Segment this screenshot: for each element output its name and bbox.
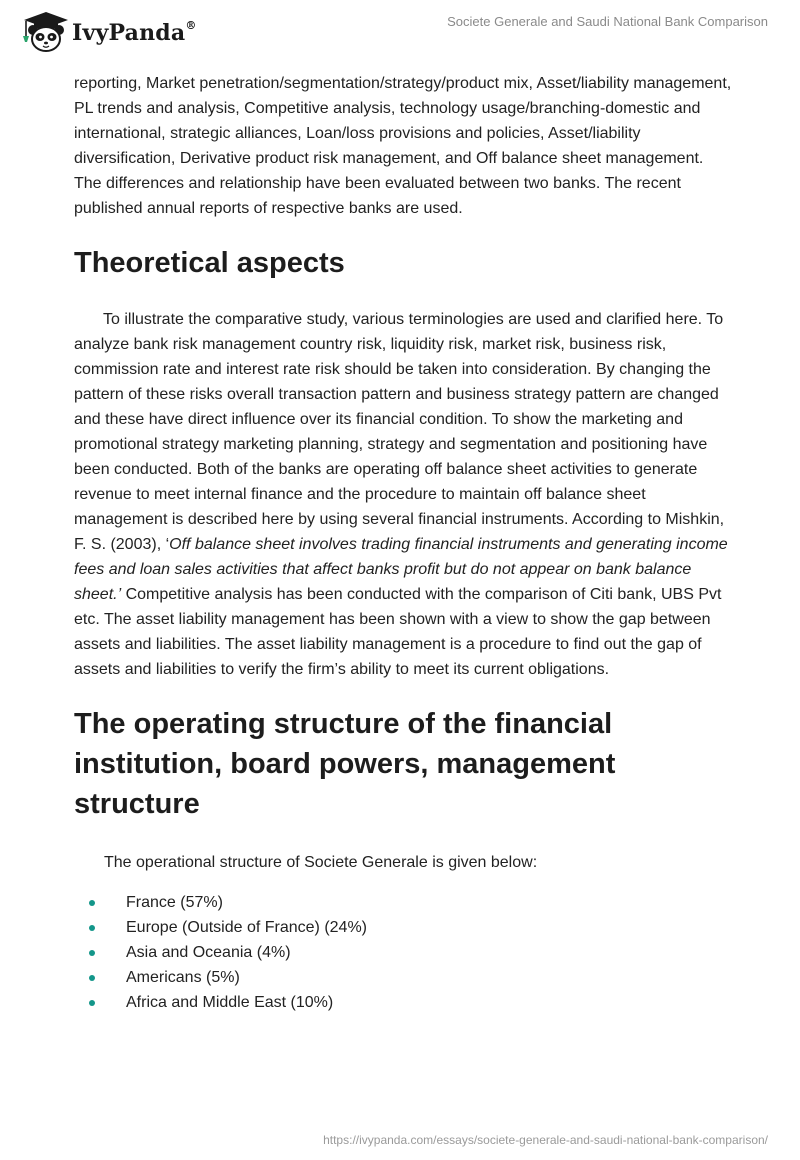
- regions-list: [74, 890, 734, 1015]
- list-item-label: Asia and Oceania (4%): [126, 944, 291, 961]
- section-heading-theoretical-aspects: Theoretical aspects: [74, 247, 345, 279]
- list-item-label: Africa and Middle East (10%): [126, 994, 334, 1011]
- bullet-icon: [89, 975, 95, 981]
- bullet-icon: [89, 1000, 95, 1006]
- list-item-label: Americans (5%): [126, 969, 240, 986]
- brand-logo[interactable]: [16, 8, 197, 54]
- intro-paragraph: reporting, Market penetration/segmentation/strategy/product mix, Asset/liability management, PL trends and analysis, Competitive analysis, technology usage/branching-domestic and international, strategic alliances, Loan/loss provisions and policies, Asset/liability diversification, Derivative product risk management, and Off balance sheet management. The differences and relationship have been evaluated between two banks. The recent published annual reports of respective banks are used.: [74, 75, 732, 217]
- paragraph-text-continued: Competitive analysis has been conducted with the comparison of Citi bank, UBS Pvt etc. The asset liability management has been shown with a view to show the gap between assets and liabilities. The asset liability management is a procedure to find out the gap of assets and liabilities to verify the firm’s ability to meet its current obligations.: [74, 586, 722, 678]
- section-heading-operating-structure: The operating structure of the financial institution, board powers, management structure: [74, 708, 616, 820]
- source-url-link[interactable]: https://ivypanda.com/essays/societe-generale-and-saudi-national-bank-comparison/: [323, 1133, 768, 1147]
- brand-name: IvyPanda®: [72, 18, 197, 46]
- essay-content: [74, 71, 734, 1015]
- list-item-label: Europe (Outside of France) (24%): [126, 919, 367, 936]
- document-title: Societe Generale and Saudi National Bank Comparison: [447, 14, 768, 29]
- registered-mark: ®: [185, 18, 197, 32]
- list-item: [74, 890, 734, 915]
- list-item: [74, 965, 734, 990]
- panda-graduate-icon: [16, 8, 68, 54]
- page-header: [0, 0, 800, 60]
- paragraph-text: To illustrate the comparative study, various terminologies are used and clarified here. To analyze bank risk management country risk, liquidity risk, market risk, business risk, commission rate and interest rate risk should be taken into consideration. By changing the pattern of these risks overall transaction pattern and business strategy pattern are changed and these have direct influence over its financial condition. To show the marketing and promotional strategy marketing planning, strategy and segmentation and positioning have been conducted. Both of the banks are operating off balance sheet activities to generate revenue to meet internal finance and the procedure to maintain off balance sheet management is described here by using several financial instruments. According to Mishkin, F. S. (2003), ‘: [74, 311, 725, 553]
- list-item: [74, 990, 734, 1015]
- theoretical-aspects-paragraph: [74, 307, 734, 682]
- list-item: [74, 940, 734, 965]
- bullet-icon: [89, 900, 95, 906]
- bullet-icon: [89, 925, 95, 931]
- operating-structure-intro: The operational structure of Societe Generale is given below:: [104, 854, 538, 871]
- list-item: [74, 915, 734, 940]
- list-item-label: France (57%): [126, 894, 223, 911]
- bullet-icon: [89, 950, 95, 956]
- mishkin-quote: Off balance sheet involves trading financial instruments and generating income fees and loan sales activities that affect banks profit but do not appear on bank balance sheet.’: [74, 536, 728, 603]
